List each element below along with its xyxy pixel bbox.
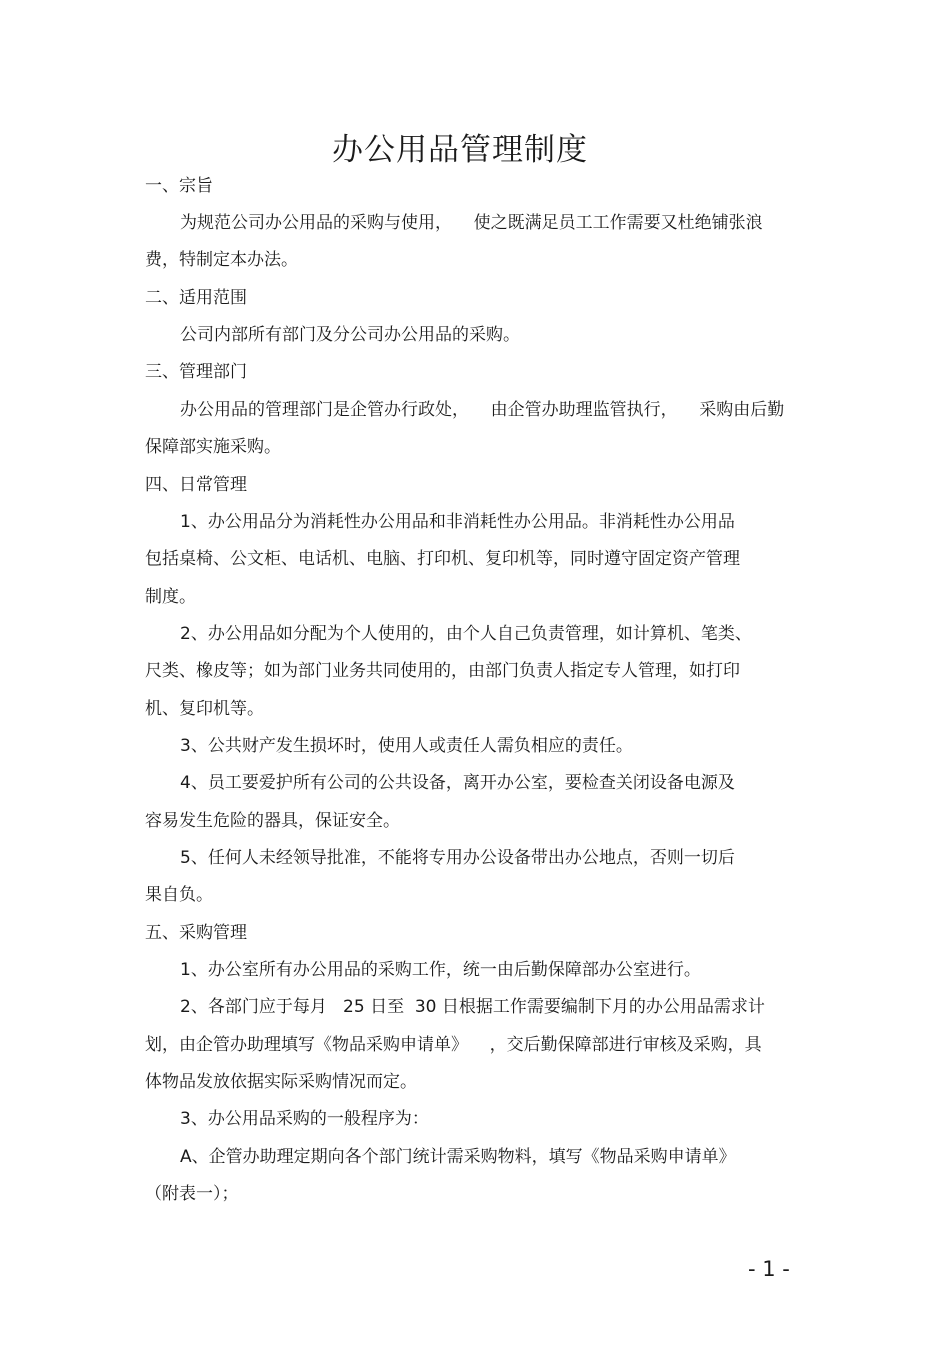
- paragraph-line: 制度。: [145, 587, 196, 607]
- page-number: - 1 -: [748, 1257, 790, 1281]
- paragraph-line: 2、办公用品如分配为个人使用的，由个人自己负责管理，如计算机、笔类、: [180, 624, 752, 644]
- paragraph-line: 3、办公用品采购的一般程序为：: [180, 1109, 429, 1129]
- paragraph-line: 办公用品的管理部门是企管办行政处， 由企管办助理监管执行， 采购由后勤: [180, 400, 785, 420]
- paragraph-line: 保障部实施采购。: [145, 437, 281, 457]
- paragraph-line: 3、公共财产发生损坏时，使用人或责任人需负相应的责任。: [180, 736, 633, 756]
- paragraph-line: 4、员工要爱护所有公司的公共设备，离开办公室，要检查关闭设备电源及: [180, 773, 735, 793]
- paragraph-line: 费，特制定本办法。: [145, 250, 298, 270]
- paragraph-line: 果自负。: [145, 885, 213, 905]
- section-heading-procurement: 五、采购管理: [145, 923, 247, 943]
- paragraph-line: 1、办公用品分为消耗性办公用品和非消耗性办公用品。非消耗性办公用品: [180, 512, 735, 532]
- section-heading-daily-management: 四、日常管理: [145, 475, 247, 495]
- paragraph-line: A、企管办助理定期向各个部门统计需采购物料，填写《物品采购申请单》: [180, 1147, 736, 1167]
- section-heading-scope: 二、适用范围: [145, 288, 247, 308]
- section-heading-purpose: 一、宗旨: [145, 176, 213, 196]
- paragraph-line: 1、办公室所有办公用品的采购工作，统一由后勤保障部办公室进行。: [180, 960, 701, 980]
- paragraph-line: 2、各部门应于每月 25 日至 30 日根据工作需要编制下月的办公用品需求计: [180, 997, 765, 1017]
- paragraph-line: 体物品发放依据实际采购情况而定。: [145, 1072, 417, 1092]
- document-title: 办公用品管理制度: [332, 132, 588, 168]
- section-heading-department: 三、管理部门: [145, 362, 247, 382]
- paragraph-line: 机、复印机等。: [145, 699, 264, 719]
- paragraph-line: 包括桌椅、公文柜、电话机、电脑、打印机、复印机等，同时遵守固定资产管理: [145, 549, 740, 569]
- paragraph-line: （附表一）；: [145, 1184, 239, 1204]
- paragraph-line: 尺类、橡皮等；如为部门业务共同使用的，由部门负责人指定专人管理，如打印: [145, 661, 740, 681]
- paragraph-line: 容易发生危险的器具，保证安全。: [145, 811, 400, 831]
- paragraph-line: 5、任何人未经领导批准，不能将专用办公设备带出办公地点，否则一切后: [180, 848, 735, 868]
- paragraph-line: 划，由企管办助理填写《物品采购申请单》 ，交后勤保障部进行审核及采购，具: [145, 1035, 762, 1055]
- paragraph-line: 公司内部所有部门及分公司办公用品的采购。: [180, 325, 520, 345]
- paragraph-line: 为规范公司办公用品的采购与使用， 使之既满足员工工作需要又杜绝铺张浪: [180, 213, 763, 233]
